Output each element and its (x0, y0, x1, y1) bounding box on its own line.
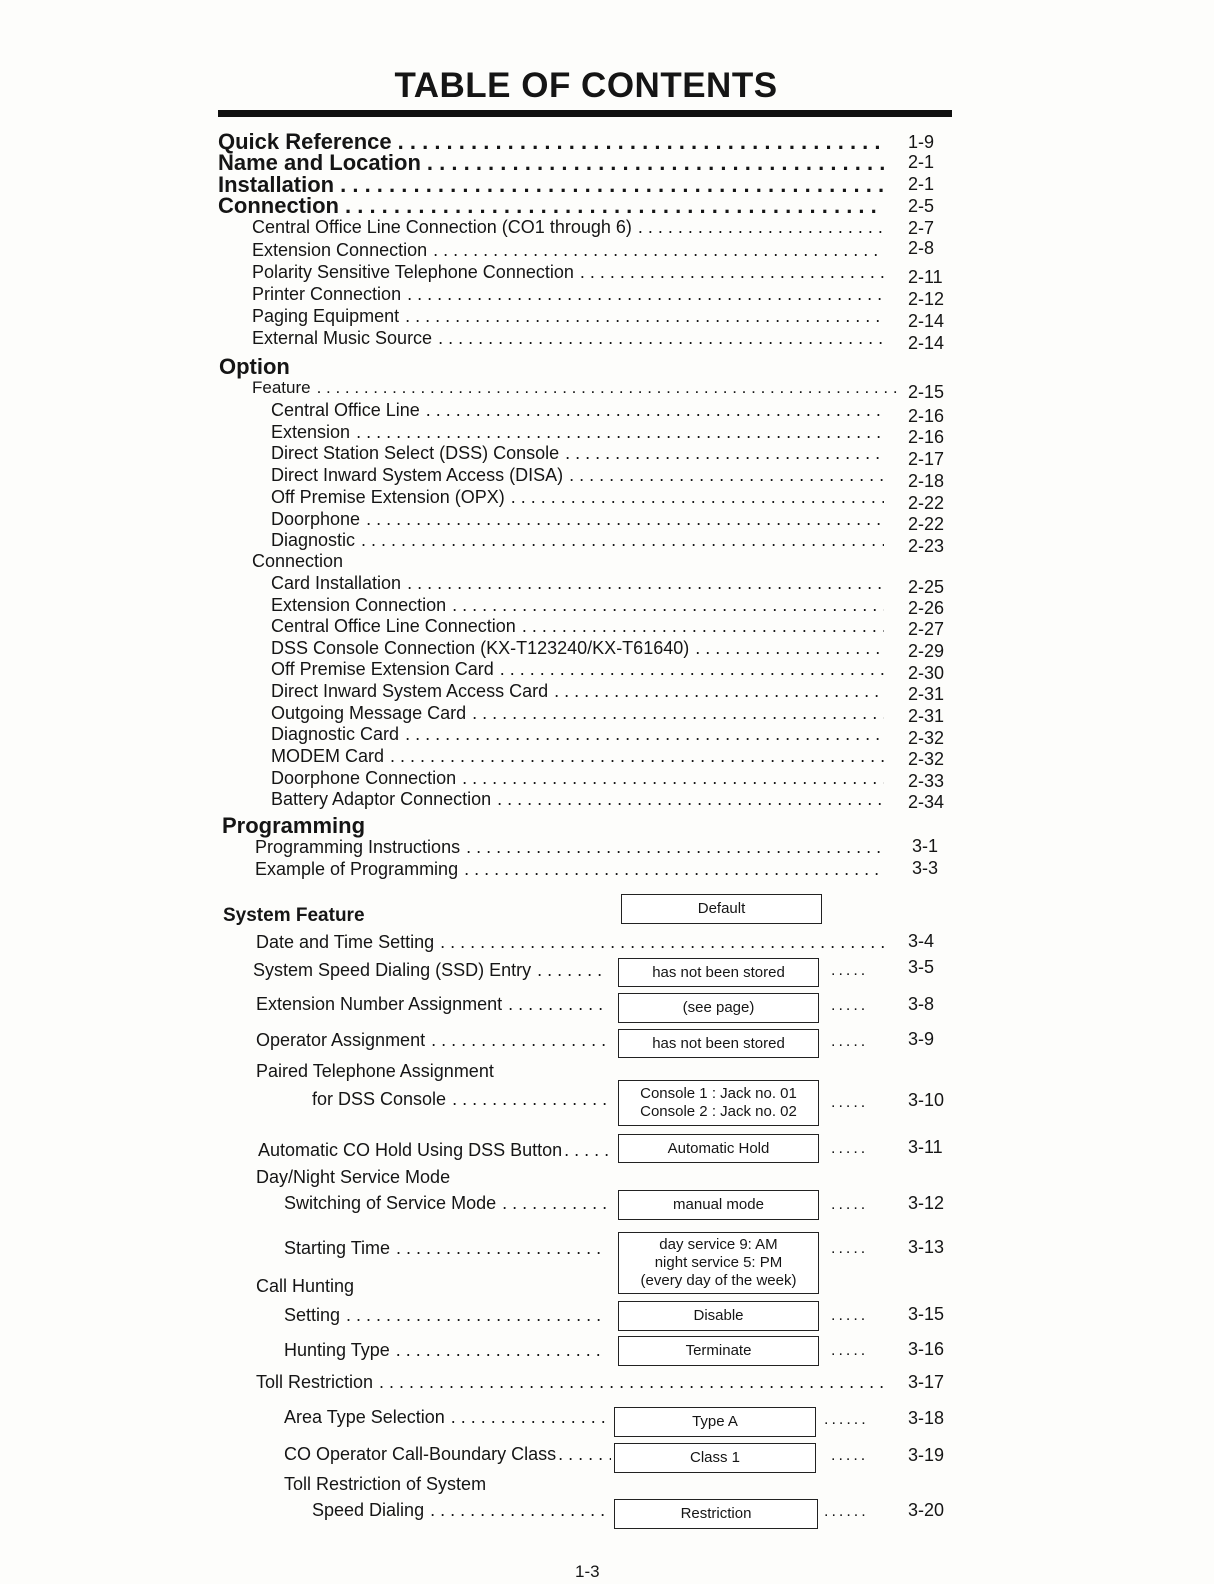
toc-entry[interactable] (271, 400, 890, 421)
toc-entry[interactable] (271, 443, 890, 464)
toc-entry[interactable] (271, 703, 890, 724)
toc-entry-feature[interactable] (252, 378, 902, 398)
section-heading-system-feature: System Feature (223, 905, 365, 926)
entry-label: Name and Location (218, 150, 421, 175)
entry-page: 2-29 (908, 641, 945, 661)
entry-label: Diagnostic Card (271, 724, 400, 744)
page-title: TABLE OF CONTENTS (394, 66, 778, 105)
subsection-label-connection: Connection (252, 551, 344, 571)
default-value-box: (see page) (618, 993, 819, 1023)
entry-label-toll-ssd: Toll Restriction of System (284, 1474, 487, 1494)
leader-dots: ..... (831, 1307, 869, 1324)
leader-dots: ...... (824, 1411, 869, 1428)
toc-entry[interactable] (271, 595, 890, 616)
entry-label: Extension Connection (271, 595, 447, 615)
toc-entry-switching[interactable] (284, 1193, 613, 1214)
toc-entry[interactable] (271, 768, 890, 789)
entry-page: 1-9 (908, 132, 935, 152)
default-line: (every day of the week) (640, 1272, 797, 1289)
leader-dots: ..... (831, 997, 869, 1014)
toc-entry-auto-co-hold[interactable] (258, 1140, 613, 1161)
entry-page: 2-33 (908, 771, 945, 791)
entry-page: 3-5 (908, 957, 935, 977)
entry-label: Extension Connection (252, 240, 428, 260)
entry-page: 2-16 (908, 427, 945, 447)
entry-page: 3-15 (908, 1304, 945, 1324)
entry-page: 3-12 (908, 1193, 945, 1213)
entry-label: Example of Programming (255, 859, 459, 879)
entry-label: Setting (284, 1305, 341, 1325)
leader-dots: ..... (831, 1240, 869, 1257)
entry-label: Direct Station Select (DSS) Console (271, 443, 560, 463)
entry-label: Off Premise Extension Card (271, 659, 494, 679)
entry-label: Toll Restriction (256, 1372, 374, 1392)
entry-label: Feature (252, 378, 311, 397)
toc-entry-connection[interactable] (218, 193, 890, 219)
toc-entry-date-time[interactable] (256, 932, 891, 953)
entry-page: 2-22 (908, 514, 945, 534)
toc-entry[interactable] (271, 616, 890, 637)
toc-entry[interactable] (252, 306, 890, 327)
entry-label: Direct Inward System Access (DISA) (271, 465, 564, 485)
entry-page: 2-18 (908, 471, 945, 491)
toc-entry[interactable] (271, 422, 890, 443)
default-value-box: Class 1 (614, 1443, 816, 1473)
entry-label: for DSS Console (312, 1089, 447, 1109)
leader-dots: ..... (831, 1094, 869, 1111)
entry-page: 2-1 (908, 152, 935, 172)
default-line: Console 1 : Jack no. 01 (640, 1085, 797, 1102)
entry-page: 2-23 (908, 536, 945, 556)
entry-label: Doorphone (271, 509, 361, 529)
default-header-box: Default (621, 894, 822, 924)
entry-label: Card Installation (271, 573, 402, 593)
toc-entry-starting-time[interactable] (284, 1238, 613, 1259)
entry-label: Doorphone Connection (271, 768, 457, 788)
entry-page: 2-12 (908, 289, 945, 309)
entry-page: 3-16 (908, 1339, 945, 1359)
toc-entry-ssd[interactable] (253, 960, 613, 981)
entry-label: Switching of Service Mode (284, 1193, 497, 1213)
entry-page: 3-13 (908, 1237, 945, 1257)
entry-label: Automatic CO Hold Using DSS Button (258, 1140, 563, 1160)
toc-entry[interactable] (255, 859, 891, 880)
entry-page: 2-11 (908, 267, 943, 287)
toc-entry[interactable] (271, 746, 890, 767)
toc-entry-operator[interactable] (256, 1030, 613, 1051)
entry-label: Paging Equipment (252, 306, 400, 326)
entry-page: 3-18 (908, 1408, 945, 1428)
title-rule (218, 110, 952, 117)
toc-entry-toll-ssd[interactable] (312, 1500, 611, 1521)
leader-dots: ...... (824, 1503, 869, 1520)
entry-page: 2-16 (908, 406, 945, 426)
default-value-box: has not been stored (618, 1029, 819, 1058)
entry-page: 3-20 (908, 1500, 945, 1520)
entry-page: 2-32 (908, 749, 945, 769)
entry-label: Battery Adaptor Connection (271, 789, 492, 809)
leader-dots: ..... (831, 1196, 869, 1213)
entry-page: 2-34 (908, 792, 945, 812)
entry-page: 2-1 (908, 174, 935, 194)
entry-label: Speed Dialing (312, 1500, 425, 1520)
entry-page: 3-4 (908, 931, 935, 951)
entry-label: Connection (218, 193, 339, 218)
default-value-box: has not been stored (618, 958, 819, 987)
entry-page: 2-32 (908, 728, 945, 748)
entry-page: 2-5 (908, 196, 935, 216)
toc-entry-co-operator[interactable] (284, 1444, 611, 1465)
entry-page: 2-25 (908, 577, 945, 597)
entry-label: Installation (218, 172, 335, 197)
default-value-box: Automatic Hold (618, 1134, 819, 1163)
toc-entry-ext-number[interactable] (256, 994, 613, 1015)
leader-dots: ..... (831, 1033, 869, 1050)
entry-label: Direct Inward System Access Card (271, 681, 549, 701)
entry-label: Operator Assignment (256, 1030, 426, 1050)
entry-label: Quick Reference (218, 129, 392, 154)
entry-page: 2-26 (908, 598, 945, 618)
default-line: Console 2 : Jack no. 02 (640, 1103, 797, 1120)
entry-label: Central Office Line (271, 400, 420, 420)
entry-page: 2-17 (908, 449, 945, 469)
leader-dots: ..... (831, 962, 869, 979)
entry-page: 3-17 (908, 1372, 945, 1392)
default-value-box: Restriction (614, 1499, 818, 1529)
default-value-box: Disable (618, 1301, 819, 1331)
entry-label: External Music Source (252, 328, 433, 348)
entry-page: 3-11 (908, 1137, 943, 1157)
entry-label: Diagnostic (271, 530, 356, 550)
entry-label: Hunting Type (284, 1340, 390, 1360)
toc-entry[interactable] (252, 240, 890, 261)
entry-label: Programming Instructions (255, 837, 461, 857)
default-value-box: Type A (614, 1407, 816, 1437)
toc-entry[interactable] (252, 262, 890, 283)
entry-page: 3-1 (912, 836, 939, 856)
toc-entry[interactable] (271, 465, 890, 486)
leader-dots: ..... (831, 1342, 869, 1359)
entry-page: 2-27 (908, 619, 945, 639)
toc-entry[interactable] (271, 573, 890, 594)
entry-label: Printer Connection (252, 284, 402, 304)
entry-page: 2-14 (908, 311, 945, 331)
entry-page: 3-3 (912, 858, 939, 878)
entry-page: 2-8 (908, 238, 935, 258)
toc-entry-hunting-type[interactable] (284, 1340, 613, 1361)
entry-label-call-hunting: Call Hunting (256, 1276, 355, 1296)
default-value-box (618, 1080, 819, 1126)
entry-page: 3-9 (908, 1029, 935, 1049)
entry-label: Area Type Selection (284, 1407, 445, 1427)
toc-entry[interactable] (271, 530, 890, 551)
entry-label: Extension Number Assignment (256, 994, 503, 1014)
toc-entry[interactable] (271, 638, 890, 659)
entry-label: Polarity Sensitive Telephone Connection (252, 262, 574, 282)
entry-page: 3-10 (908, 1090, 945, 1110)
leader-dots: ..... (831, 1447, 869, 1464)
entry-label: Off Premise Extension (OPX) (271, 487, 505, 507)
entry-label: Outgoing Message Card (271, 703, 467, 723)
entry-label: Starting Time (284, 1238, 391, 1258)
toc-entry[interactable] (271, 487, 890, 508)
entry-page: 2-31 (908, 706, 945, 726)
toc-entry-hunting-setting[interactable] (284, 1305, 613, 1326)
entry-label: Date and Time Setting (256, 932, 435, 952)
default-line: night service 5: PM (654, 1254, 783, 1271)
entry-page: 2-14 (908, 333, 945, 353)
entry-page: 2-31 (908, 684, 945, 704)
entry-label: System Speed Dialing (SSD) Entry (253, 960, 532, 980)
toc-entry[interactable] (271, 681, 890, 702)
entry-label: Central Office Line Connection (CO1 through 6) (252, 217, 632, 237)
toc-entry-area-type[interactable] (284, 1407, 611, 1428)
footer-page-number: 1-3 (575, 1562, 600, 1581)
entry-page: 3-19 (908, 1445, 945, 1465)
entry-label: MODEM Card (271, 746, 385, 766)
entry-label: Extension (271, 422, 351, 442)
entry-page: 2-7 (908, 218, 935, 238)
entry-label: DSS Console Connection (KX-T123240/KX-T61640) (271, 638, 690, 658)
default-value-box: manual mode (618, 1190, 819, 1220)
default-value-box: Terminate (618, 1336, 819, 1366)
default-value-box (618, 1232, 819, 1294)
section-heading-programming: Programming (222, 813, 366, 838)
entry-label: Central Office Line Connection (271, 616, 516, 636)
toc-entry[interactable] (271, 789, 890, 810)
toc-entry-toll-restriction[interactable] (256, 1372, 891, 1393)
entry-page: 3-8 (908, 994, 935, 1014)
entry-page: 2-15 (908, 382, 945, 402)
entry-label-paired: Paired Telephone Assignment (256, 1061, 494, 1081)
entry-label-day-night: Day/Night Service Mode (256, 1167, 451, 1187)
toc-entry[interactable] (252, 284, 890, 305)
toc-entry[interactable] (252, 217, 890, 238)
default-line: day service 9: AM (659, 1236, 778, 1253)
entry-label: CO Operator Call-Boundary Class (284, 1444, 557, 1464)
toc-entry[interactable] (271, 659, 890, 680)
entry-page: 2-22 (908, 493, 945, 513)
toc-entry[interactable] (271, 509, 890, 530)
toc-entry-paired[interactable] (312, 1089, 613, 1110)
toc-entry[interactable] (271, 724, 890, 745)
section-heading-option: Option (219, 354, 290, 379)
entry-page: 2-30 (908, 663, 945, 683)
toc-entry[interactable] (255, 837, 891, 858)
leader-dots: ..... (831, 1140, 869, 1157)
toc-entry[interactable] (252, 328, 890, 349)
